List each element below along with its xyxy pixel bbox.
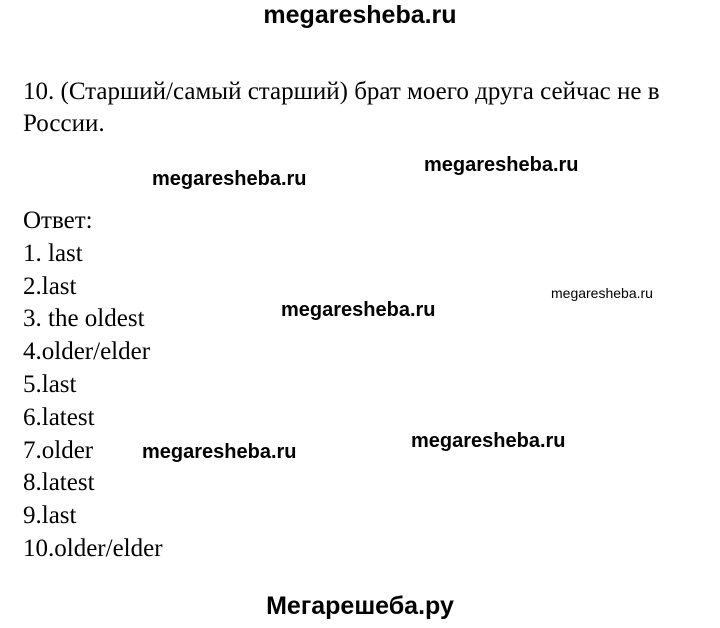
answer-item-2: 2.last (23, 272, 77, 300)
answer-block (23, 205, 163, 566)
site-watermark-bottom: Мегарешеба.ру (266, 592, 454, 620)
watermark-center: megaresheba.ru (281, 299, 436, 321)
watermark-right-lower: megaresheba.ru (411, 430, 566, 452)
answer-item-10: 10.older/elder (23, 534, 163, 562)
answer-item-8: 8.latest (23, 469, 95, 497)
watermark-left-upper: megaresheba.ru (152, 168, 307, 190)
site-watermark-top: megaresheba.ru (263, 1, 457, 29)
watermark-small: megaresheba.ru (551, 285, 653, 301)
answer-item-9: 9.last (23, 502, 77, 530)
answer-item-4: 4.older/elder (23, 338, 151, 366)
answer-item-5: 5.last (23, 370, 77, 398)
question-text: 10. (Старший/самый старший) брат моего друга сейчас не в России. (23, 78, 660, 137)
watermark-right-upper: megaresheba.ru (424, 154, 579, 176)
answer-item-1: 1. last (23, 239, 83, 267)
answer-item-3: 3. the oldest (23, 305, 145, 333)
answer-heading: Ответ: (23, 207, 93, 234)
watermark-left-lower: megaresheba.ru (142, 441, 297, 463)
answer-item-6: 6.latest (23, 403, 95, 431)
answer-item-7: 7.older (23, 436, 94, 464)
